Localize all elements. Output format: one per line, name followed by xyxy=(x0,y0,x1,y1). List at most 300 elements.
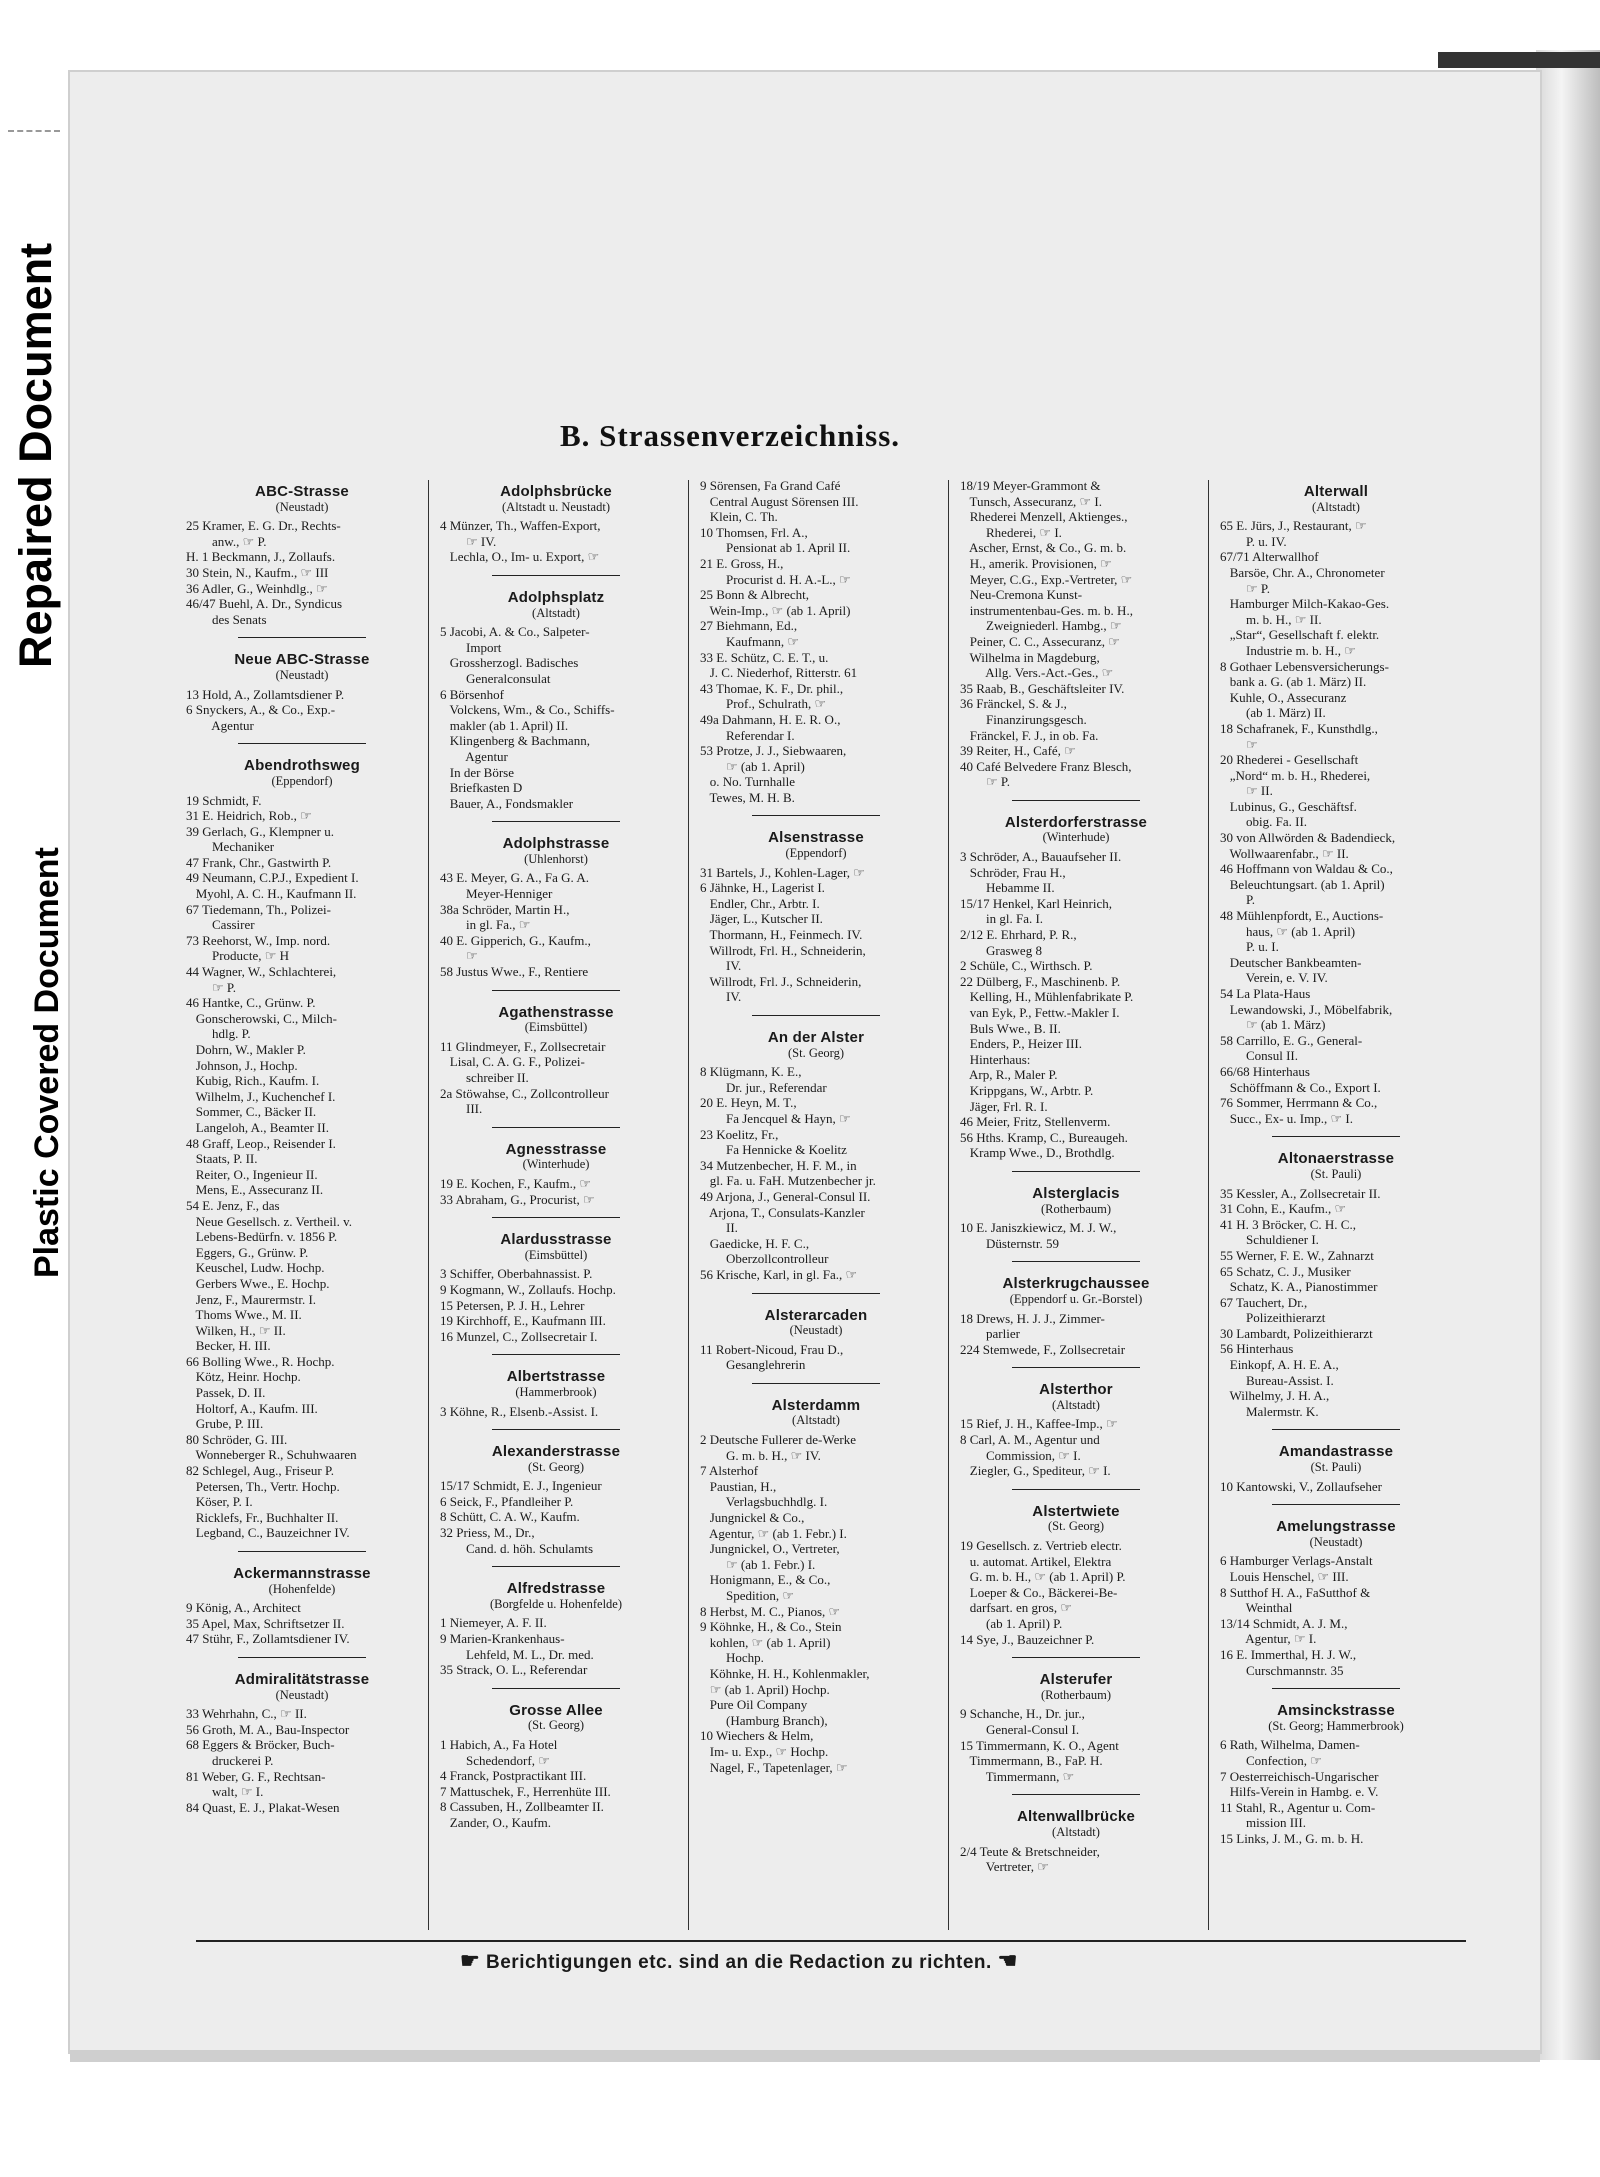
directory-entry: makler (ab 1. April) II. xyxy=(440,717,569,733)
directory-entry: Barsöe, Chr. A., Chronometer xyxy=(1220,564,1385,580)
directory-entry: 39 Gerlach, G., Klempner u. xyxy=(186,823,335,839)
street-district: (St. Georg) xyxy=(787,1045,844,1060)
directory-entry: Succ., Ex- u. Imp., ☞ I. xyxy=(1220,1110,1353,1126)
street-district: (Altstadt) xyxy=(532,605,580,620)
directory-entry: van Eyk, P., Fettw.-Makler I. xyxy=(960,1005,1120,1020)
directory-entry: II. xyxy=(700,1220,738,1236)
section-divider xyxy=(1012,1367,1140,1368)
directory-entry: 56 Krische, Karl, in gl. Fa., ☞ xyxy=(700,1266,858,1282)
directory-entry: G. m. b. H., ☞ (ab 1. April) P. xyxy=(960,1569,1126,1585)
directory-entry: Confection, ☞ xyxy=(1220,1752,1322,1768)
directory-entry: Gaedicke, H. F. C., xyxy=(700,1235,810,1251)
directory-entry: 20 Rhederei - Gesellschaft xyxy=(1220,752,1359,768)
directory-entry: schreiber II. xyxy=(440,1070,529,1085)
directory-entry: Fa Jencquel & Hayn, ☞ xyxy=(700,1110,851,1126)
directory-entry: Wilken, H., ☞ II. xyxy=(186,1322,286,1338)
directory-entry: in gl. Fa. I. xyxy=(960,911,1044,927)
directory-entry: 46 Hoffmann von Waldau & Co., xyxy=(1220,861,1393,877)
directory-entry: 47 Stühr, F., Zollamtsdiener IV. xyxy=(186,1631,350,1647)
section-divider xyxy=(492,821,620,822)
directory-entry: Grube, P. III. xyxy=(186,1416,264,1432)
street-district: (Rotherbaum) xyxy=(1040,1687,1112,1702)
directory-entry: Düsternstr. 59 xyxy=(960,1235,1059,1251)
directory-entry: 3 Schröder, A., Bauaufseher II. xyxy=(960,849,1122,865)
street-name: Adolphstrasse xyxy=(502,835,610,853)
directory-entry: 34 Mutzenbecher, H. F. M., in xyxy=(700,1157,857,1173)
directory-entry: 27 Biehmann, Ed., xyxy=(700,618,798,634)
directory-entry: Wollwaarenfabr., ☞ II. xyxy=(1220,845,1349,861)
directory-entry: Cand. d. höh. Schulamts xyxy=(440,1540,594,1556)
directory-entry: Hamburger Milch-Kakao-Ges. xyxy=(1220,596,1390,612)
directory-entry: Eggers, G., Grünw. P. xyxy=(186,1244,309,1260)
section-divider xyxy=(752,1293,880,1294)
directory-entry: 8 Gothaer Lebensversicherungs- xyxy=(1220,658,1389,674)
street-name: Alsterufer xyxy=(1039,1671,1113,1689)
directory-entry: Kramp Wwe., D., Brothdlg. xyxy=(960,1145,1115,1161)
directory-entry: 16 Munzel, C., Zollsecretair I. xyxy=(440,1328,598,1344)
directory-entry: 35 Strack, O. L., Referendar xyxy=(440,1662,588,1678)
directory-entry: Thoms Wwe., M. II. xyxy=(186,1307,302,1323)
directory-entry: 49 Arjona, J., General-Consul II. xyxy=(700,1188,871,1204)
directory-entry: ☞ P. xyxy=(1220,580,1270,596)
directory-entry: 47 Frank, Chr., Gastwirth P. xyxy=(186,854,332,870)
directory-entry: „Nord“ m. b. H., Rhederei, xyxy=(1220,767,1371,783)
directory-entry: o. No. Turnhalle xyxy=(700,774,795,790)
street-district: (Eppendorf u. Gr.-Borstel) xyxy=(1009,1291,1143,1306)
directory-entry: m. b. H., ☞ II. xyxy=(1220,611,1322,627)
directory-entry: „Star“, Gesellschaft f. elektr. xyxy=(1220,627,1380,643)
street-district: (Eimsbüttel) xyxy=(524,1020,588,1035)
directory-entry: des Senats xyxy=(186,611,267,627)
directory-entry: 43 E. Meyer, G. A., Fa G. A. xyxy=(440,870,589,886)
directory-entry: Hinterhaus: xyxy=(960,1051,1031,1067)
directory-entry: Agentur xyxy=(440,748,508,764)
directory-entry: Buls Wwe., B. II. xyxy=(960,1020,1061,1036)
directory-entry: 9 Sörensen, Fa Grand Café xyxy=(700,478,841,493)
directory-entry: haus, ☞ (ab 1. April) xyxy=(1220,923,1356,939)
repaired-document-label: Repaired Document xyxy=(10,242,61,668)
directory-entry: 9 Schanche, H., Dr. jur., xyxy=(960,1706,1085,1722)
directory-entry: Paustian, H., xyxy=(700,1478,777,1494)
directory-entry: 15 Rief, J. H., Kaffee-Imp., ☞ xyxy=(960,1416,1118,1432)
directory-entry: 35 Kessler, A., Zollsecretair II. xyxy=(1220,1185,1381,1201)
directory-entry: 7 Oesterreichisch-Ungarischer xyxy=(1220,1768,1379,1784)
directory-entry: Allg. Vers.-Act.-Ges., ☞ xyxy=(960,665,1114,681)
directory-entry: Legband, C., Bauzeichner IV. xyxy=(186,1525,350,1541)
directory-entry: Lechla, O., Im- u. Export, ☞ xyxy=(440,549,600,565)
directory-entry: Gerbers Wwe., E. Hochp. xyxy=(186,1275,330,1291)
directory-entry: III. xyxy=(440,1101,483,1117)
directory-entry: 66 Bolling Wwe., R. Hochp. xyxy=(186,1353,335,1369)
directory-entry: 56 Hinterhaus xyxy=(1220,1341,1294,1357)
directory-entry: Köhnke, H. H., Kohlenmakler, xyxy=(700,1665,870,1681)
street-name: Admiralitätstrasse xyxy=(234,1670,370,1688)
directory-entry: 46/47 Buehl, A. Dr., Syndicus xyxy=(186,596,343,612)
directory-entry: 15/17 Schmidt, E. J., Ingenieur xyxy=(440,1478,602,1494)
directory-entry: 31 E. Heidrich, Rob., ☞ xyxy=(186,808,312,824)
directory-entry: 19 Kirchhoff, E., Kaufmann III. xyxy=(440,1313,606,1329)
directory-entry: Endler, Chr., Arbtr. I. xyxy=(700,895,820,911)
directory-entry: 8 Carl, A. M., Agentur und xyxy=(960,1432,1100,1448)
edge-dash xyxy=(8,130,60,132)
directory-entry: anw., ☞ P. xyxy=(186,533,267,549)
directory-entry: 2/12 E. Ehrhard, P. R., xyxy=(960,927,1077,943)
directory-entry: 49a Dahmann, H. E. R. O., xyxy=(700,711,841,727)
directory-entry: bank a. G. (ab 1. März) II. xyxy=(1220,674,1367,690)
directory-entry: Timmermann, B., FaP. H. xyxy=(960,1753,1103,1769)
section-divider xyxy=(1012,1794,1140,1795)
street-district: (Rotherbaum) xyxy=(1040,1201,1112,1216)
directory-entry: Schröder, Frau H., xyxy=(960,864,1066,880)
directory-entry: Pure Oil Company xyxy=(700,1697,808,1713)
directory-entry: ☞ P. xyxy=(960,774,1010,790)
directory-entry: 67 Tiedemann, Th., Polizei- xyxy=(186,901,331,917)
directory-entry: 22 Dülberg, F., Maschinenb. P. xyxy=(960,973,1121,989)
directory-entry: 19 Gesellsch. z. Vertrieb electr. xyxy=(960,1538,1122,1554)
directory-column-3 xyxy=(700,478,932,1775)
directory-entry: 8 Sutthof H. A., FaSutthof & xyxy=(1220,1584,1371,1600)
directory-entry: Verein, e. V. IV. xyxy=(1220,970,1328,986)
directory-entry: 76 Sommer, Herrmann & Co., xyxy=(1220,1095,1378,1111)
directory-entry: 4 Münzer, Th., Waffen-Export, xyxy=(440,518,601,534)
directory-entry: 8 Cassuben, H., Zollbeamter II. xyxy=(440,1799,604,1815)
directory-entry: 10 E. Janiszkiewicz, M. J. W., xyxy=(960,1220,1117,1236)
directory-entry: Lewandowski, J., Möbelfabrik, xyxy=(1220,1001,1393,1017)
directory-entry: H., amerik. Provisionen, ☞ xyxy=(960,555,1112,571)
section-divider xyxy=(1012,1657,1140,1658)
directory-entry: 20 E. Heyn, M. T., xyxy=(700,1095,797,1111)
street-district: (Hammerbrook) xyxy=(515,1384,597,1399)
directory-entry: Verlagsbuchhdlg. I. xyxy=(700,1494,828,1510)
directory-entry: 25 Kramer, E. G. Dr., Rechts- xyxy=(186,518,341,534)
street-district: (Neustadt) xyxy=(275,1687,329,1702)
street-district: (Winterhude) xyxy=(522,1157,590,1172)
directory-entry: Kelling, H., Mühlenfabrikate P. xyxy=(960,989,1134,1005)
directory-entry: Jungnickel & Co., xyxy=(700,1510,805,1526)
page-bottom-edge xyxy=(70,2050,1540,2062)
section-divider xyxy=(492,1217,620,1218)
directory-entry: Arjona, T., Consulats-Kanzler xyxy=(700,1204,865,1220)
street-district: (St. Georg; Hammerbrook) xyxy=(1268,1718,1404,1733)
directory-entry: 80 Schröder, G. III. xyxy=(186,1431,288,1447)
directory-entry: Wein-Imp., ☞ (ab 1. April) xyxy=(700,602,851,618)
directory-entry: 7 Mattuschek, F., Herrenhüte III. xyxy=(440,1783,611,1799)
directory-entry: ☞ IV. xyxy=(440,533,497,549)
column-divider xyxy=(1208,480,1209,1930)
directory-entry: 32 Priess, M., Dr., xyxy=(440,1525,535,1541)
directory-entry: Ziegler, G., Spediteur, ☞ I. xyxy=(960,1463,1111,1479)
directory-entry: 3 Köhne, R., Elsenb.-Assist. I. xyxy=(440,1403,599,1419)
street-name: Abendrothsweg xyxy=(244,757,360,775)
directory-entry: Wilhelma in Magdeburg, xyxy=(960,649,1100,665)
directory-entry: 13 Hold, A., Zollamtsdiener P. xyxy=(186,686,345,702)
directory-entry: Vertreter, ☞ xyxy=(960,1859,1049,1875)
directory-entry: 10 Thomsen, Frl. A., xyxy=(700,524,808,540)
directory-entry: Rhederei, ☞ I. xyxy=(960,524,1062,540)
street-district: (Neustadt) xyxy=(275,499,329,514)
directory-entry: 13/14 Schmidt, A. J. M., xyxy=(1220,1615,1348,1631)
street-name: Alstertwiete xyxy=(1032,1502,1120,1520)
directory-entry: 55 Werner, F. E. W., Zahnarzt xyxy=(1220,1247,1374,1263)
directory-entry: 56 Hths. Kramp, C., Bureaugeh. xyxy=(960,1129,1128,1145)
street-district: (Hohenfelde) xyxy=(268,1581,336,1596)
directory-entry: 10 Kantowski, V., Zollaufseher xyxy=(1220,1478,1382,1494)
street-district: (Winterhude) xyxy=(1042,830,1110,845)
directory-entry: Lebens-Bedürfn. v. 1856 P. xyxy=(186,1229,338,1245)
directory-entry: 30 Stein, N., Kaufm., ☞ III xyxy=(186,564,329,580)
directory-entry: 54 E. Jenz, F., das xyxy=(186,1197,280,1213)
directory-entry: 7 Alsterhof xyxy=(700,1463,759,1479)
directory-entry: 4 Franck, Postpractikant III. xyxy=(440,1768,587,1784)
directory-entry: Neu-Cremona Kunst- xyxy=(960,587,1083,603)
directory-entry: Weinthal xyxy=(1220,1600,1293,1616)
street-name: Agnesstrasse xyxy=(505,1140,607,1158)
directory-entry: 44 Wagner, W., Schlachterei, xyxy=(186,964,337,980)
street-name: Neue ABC-Strasse xyxy=(234,651,370,669)
directory-entry: 2 Schüle, C., Wirthsch. P. xyxy=(960,958,1093,974)
directory-entry: Arp, R., Maler P. xyxy=(960,1067,1058,1083)
directory-entry: Enders, P., Heizer III. xyxy=(960,1036,1083,1052)
street-name: Alsterthor xyxy=(1039,1381,1113,1399)
directory-entry: Oberzollcontrolleur xyxy=(700,1251,829,1267)
section-divider xyxy=(1272,1429,1400,1430)
street-district: (St. Georg) xyxy=(1047,1519,1104,1534)
directory-entry: obig. Fa. II. xyxy=(1220,814,1308,830)
street-district: (Neustadt) xyxy=(275,667,329,682)
directory-entry: G. m. b. H., ☞ IV. xyxy=(700,1447,821,1463)
directory-entry: Peiner, C. C., Assecuranz, ☞ xyxy=(960,633,1120,649)
directory-entry: Industrie m. b. H., ☞ xyxy=(1220,642,1356,658)
directory-entry: 6 Hamburger Verlags-Anstalt xyxy=(1220,1553,1373,1569)
street-district: (Eimsbüttel) xyxy=(524,1247,588,1262)
directory-entry: H. 1 Beckmann, J., Zollaufs. xyxy=(186,549,336,565)
section-divider xyxy=(1012,1261,1140,1262)
directory-entry: 15 Petersen, P. J. H., Lehrer xyxy=(440,1297,585,1313)
directory-entry: 18 Drews, H. J. J., Zimmer- xyxy=(960,1310,1105,1326)
street-name: Adolphsplatz xyxy=(507,588,605,606)
street-district: (Neustadt) xyxy=(1309,1534,1363,1549)
directory-entry: Jungnickel, O., Vertreter, xyxy=(700,1541,840,1557)
directory-entry: In der Börse xyxy=(440,764,515,780)
section-divider xyxy=(1272,1504,1400,1505)
street-name: Alsterdamm xyxy=(771,1396,861,1414)
directory-entry: Lehfeld, M. L., Dr. med. xyxy=(440,1646,594,1662)
column-divider xyxy=(688,480,689,1930)
directory-entry: u. automat. Artikel, Elektra xyxy=(960,1553,1112,1569)
directory-entry: Ascher, Ernst, & Co., G. m. b. xyxy=(960,540,1127,556)
directory-entry: Beleuchtungsart. (ab 1. April) xyxy=(1220,876,1385,892)
directory-entry: Lisal, C. A. G. F., Polizei- xyxy=(440,1054,585,1070)
directory-entry: Pensionat ab 1. April II. xyxy=(700,540,851,556)
street-name: Alardusstrasse xyxy=(500,1231,612,1249)
directory-entry: Petersen, Th., Vertr. Hochp. xyxy=(186,1478,340,1494)
directory-entry: P. xyxy=(1220,892,1256,908)
directory-entry: Mens, E., Assecuranz II. xyxy=(186,1182,324,1198)
directory-entry: Timmermann, ☞ xyxy=(960,1768,1075,1784)
directory-entry: Referendar I. xyxy=(700,727,795,743)
directory-entry: Thormann, H., Feinmech. IV. xyxy=(700,927,863,943)
directory-entry: 6 Jähnke, H., Lagerist I. xyxy=(700,880,825,896)
section-divider xyxy=(1012,1171,1140,1172)
directory-entry: 68 Eggers & Bröcker, Buch- xyxy=(186,1737,335,1753)
directory-entry: 31 Cohn, E., Kaufm., ☞ xyxy=(1220,1201,1347,1217)
directory-entry: Becker, H. III. xyxy=(186,1338,271,1354)
directory-entry: 58 Justus Wwe., F., Rentiere xyxy=(440,964,589,980)
section-divider xyxy=(492,575,620,576)
directory-entry: Grossherzogl. Badisches xyxy=(440,655,579,671)
directory-entry: Malermstr. K. xyxy=(1220,1403,1319,1419)
street-district: (Borgfelde u. Hohenfelde) xyxy=(489,1596,622,1611)
directory-entry: 25 Bonn & Albrecht, xyxy=(700,587,810,603)
section-divider xyxy=(1012,800,1140,801)
directory-entry: ☞ xyxy=(440,948,478,964)
directory-entry: 18/19 Meyer-Grammont & xyxy=(960,478,1101,493)
directory-entry: (ab 1. April) P. xyxy=(960,1616,1063,1631)
directory-entry: Loeper & Co., Bäckerei-Be- xyxy=(960,1584,1118,1600)
street-name: Albertstrasse xyxy=(506,1368,606,1386)
directory-entry: 56 Groth, M. A., Bau-Inspector xyxy=(186,1721,350,1737)
street-district: (Altstadt u. Neustadt) xyxy=(502,499,610,514)
section-divider xyxy=(492,1429,620,1430)
directory-entry: Jäger, Frl. R. I. xyxy=(960,1098,1048,1114)
street-name: Alsterglacis xyxy=(1032,1184,1120,1202)
street-district: (Altstadt) xyxy=(792,1413,840,1428)
directory-entry: Volckens, Wm., & Co., Schiffs- xyxy=(440,702,615,718)
street-name: Ackermannstrasse xyxy=(233,1565,371,1582)
directory-entry: 48 Graff, Leop., Reisender I. xyxy=(186,1135,336,1151)
directory-entry: Einkopf, A. H. E. A., xyxy=(1220,1357,1339,1373)
directory-entry: Schuldiener I. xyxy=(1220,1232,1319,1248)
directory-entry: Gesanglehrerin xyxy=(700,1357,806,1373)
directory-entry: 33 Abraham, G., Procurist, ☞ xyxy=(440,1191,595,1207)
section-divider xyxy=(752,1015,880,1016)
directory-entry: ☞ (ab 1. April) Hochp. xyxy=(700,1681,830,1697)
page-title: B. Strassenverzeichniss. xyxy=(560,418,901,453)
section-divider xyxy=(238,637,366,638)
street-district: (Altstadt) xyxy=(1052,1397,1100,1412)
directory-entry: Fränckel, F. J., in ob. Fa. xyxy=(960,727,1099,743)
street-name: Amsinckstrasse xyxy=(1277,1702,1395,1720)
directory-entry: Schatz, K. A., Pianostimmer xyxy=(1220,1279,1378,1295)
directory-entry: mission III. xyxy=(1220,1815,1306,1831)
directory-entry: 2a Stöwahse, C., Zollcontrolleur xyxy=(440,1085,609,1101)
street-name: Alsterdorferstrasse xyxy=(1004,813,1148,831)
directory-entry: 81 Weber, G. F., Rechtsan- xyxy=(186,1768,326,1784)
directory-entry: ☞ P. xyxy=(186,979,236,995)
directory-entry: Keuschel, Ludw. Hochp. xyxy=(186,1260,325,1276)
directory-entry: 73 Reehorst, W., Imp. nord. xyxy=(186,932,331,948)
directory-entry: 38a Schröder, Martin H., xyxy=(440,901,570,917)
directory-column-1 xyxy=(186,478,418,1815)
directory-entry: Kaufmann, ☞ xyxy=(700,633,800,649)
directory-entry: 67/71 Alterwallhof xyxy=(1220,549,1319,565)
directory-entry: Prof., Schulrath, ☞ xyxy=(700,696,827,712)
directory-entry: Bureau-Assist. I. xyxy=(1220,1372,1334,1388)
directory-entry: ☞ (ab 1. Febr.) I. xyxy=(700,1556,816,1572)
street-name: Amandastrasse xyxy=(1278,1443,1394,1461)
directory-entry: 9 Kogmann, W., Zollaufs. Hochp. xyxy=(440,1281,616,1297)
directory-entry: 40 Café Belvedere Franz Blesch, xyxy=(960,758,1132,774)
directory-entry: 14 Sye, J., Bauzeichner P. xyxy=(960,1631,1095,1647)
directory-entry: kohlen, ☞ (ab 1. April) xyxy=(700,1634,831,1650)
street-name: Alsterkrugchaussee xyxy=(1002,1275,1150,1293)
directory-column-2 xyxy=(440,478,672,1831)
directory-entry: Rhederei Menzell, Aktienges., xyxy=(960,509,1128,525)
directory-entry: 8 Herbst, M. C., Pianos, ☞ xyxy=(700,1603,841,1619)
directory-entry: Jäger, L., Kutscher II. xyxy=(700,911,823,927)
street-name: Adolphsbrücke xyxy=(500,483,612,500)
directory-entry: Hilfs-Verein in Hambg. e. V. xyxy=(1220,1784,1379,1800)
directory-entry: Mechaniker xyxy=(186,839,275,855)
directory-entry: Procurist d. H. A.-L., ☞ xyxy=(700,571,851,587)
directory-entry: Commission, ☞ I. xyxy=(960,1447,1081,1463)
directory-entry: 19 E. Kochen, F., Kaufm., ☞ xyxy=(440,1175,592,1191)
directory-entry: 16 E. Immerthal, H. J. W., xyxy=(1220,1646,1357,1662)
directory-entry: ☞ (ab 1. April) xyxy=(700,758,805,774)
directory-entry: ☞ xyxy=(1220,736,1258,752)
directory-entry: 224 Stemwede, F., Zollsecretair xyxy=(960,1341,1126,1357)
pointing-hand-left-icon: ☛ xyxy=(460,1948,481,1973)
directory-entry: Neue Gesellsch. z. Vertheil. v. xyxy=(186,1213,353,1229)
directory-entry: Fa Hennicke & Koelitz xyxy=(700,1142,847,1158)
column-divider xyxy=(428,480,429,1930)
directory-entry: P. u. I. xyxy=(1220,939,1279,955)
directory-entry: 11 Robert-Nicoud, Frau D., xyxy=(700,1341,844,1357)
directory-entry: Bauer, A., Fondsmakler xyxy=(440,795,574,811)
directory-entry: 15/17 Henkel, Karl Heinrich, xyxy=(960,895,1112,911)
directory-entry: Passek, D. II. xyxy=(186,1385,266,1401)
directory-entry: Zweigniederl. Hambg., ☞ xyxy=(960,618,1122,634)
street-district: (Eppendorf) xyxy=(271,773,333,788)
directory-entry: Agentur, ☞ (ab 1. Febr.) I. xyxy=(700,1525,847,1541)
section-divider xyxy=(238,743,366,744)
directory-entry: Kötz, Heinr. Hochp. xyxy=(186,1369,301,1385)
directory-entry: 11 Stahl, R., Agentur u. Com- xyxy=(1220,1799,1376,1815)
directory-entry: 19 Schmidt, F. xyxy=(186,792,262,808)
directory-entry: Wilhelm, J., Kuchenchef I. xyxy=(186,1088,336,1104)
directory-entry: 67 Tauchert, Dr., xyxy=(1220,1294,1308,1310)
directory-entry: 35 Apel, Max, Schriftsetzer II. xyxy=(186,1615,345,1631)
section-divider xyxy=(238,1551,366,1552)
directory-entry: 3 Schiffer, Oberbahnassist. P. xyxy=(440,1266,593,1282)
directory-entry: 33 E. Schütz, C. E. T., u. xyxy=(700,649,829,665)
directory-entry: Jenz, F., Maurermstr. I. xyxy=(186,1291,317,1307)
directory-entry: 15 Links, J. M., G. m. b. H. xyxy=(1220,1830,1364,1846)
directory-entry: Krippgans, W., Arbtr. P. xyxy=(960,1082,1094,1098)
directory-entry: 82 Schlegel, Aug., Friseur P. xyxy=(186,1463,335,1479)
book-spine xyxy=(1536,50,1600,2060)
street-district: (Uhlenhorst) xyxy=(524,851,588,866)
directory-entry: 35 Raab, B., Geschäftsleiter IV. xyxy=(960,680,1125,696)
directory-entry: 15 Timmermann, K. O., Agent xyxy=(960,1737,1119,1753)
directory-entry: Import xyxy=(440,639,502,655)
directory-entry: 54 La Plata-Haus xyxy=(1220,986,1311,1001)
directory-entry: (ab 1. März) II. xyxy=(1220,705,1326,721)
directory-entry: 11 Glindmeyer, F., Zollsecretair xyxy=(440,1038,606,1054)
directory-entry: Willrodt, Frl. H., Schneiderin, xyxy=(700,942,866,958)
directory-entry: Zander, O., Kaufm. xyxy=(440,1814,552,1830)
directory-entry: J. C. Niederhof, Ritterstr. 61 xyxy=(700,665,858,681)
spine-tab xyxy=(1438,52,1600,68)
directory-entry: 5 Jacobi, A. & Co., Salpeter- xyxy=(440,624,590,640)
directory-entry: Holtorf, A., Kaufm. III. xyxy=(186,1400,318,1416)
directory-entry: 46 Meier, Fritz, Stellenverm. xyxy=(960,1114,1111,1130)
directory-entry: Köser, P. I. xyxy=(186,1494,253,1510)
directory-entry: walt, ☞ I. xyxy=(186,1784,264,1800)
street-district: (St. Georg) xyxy=(527,1459,584,1474)
directory-entry: Dr. jur., Referendar xyxy=(700,1079,827,1095)
directory-entry: Staats, P. II. xyxy=(186,1151,258,1167)
